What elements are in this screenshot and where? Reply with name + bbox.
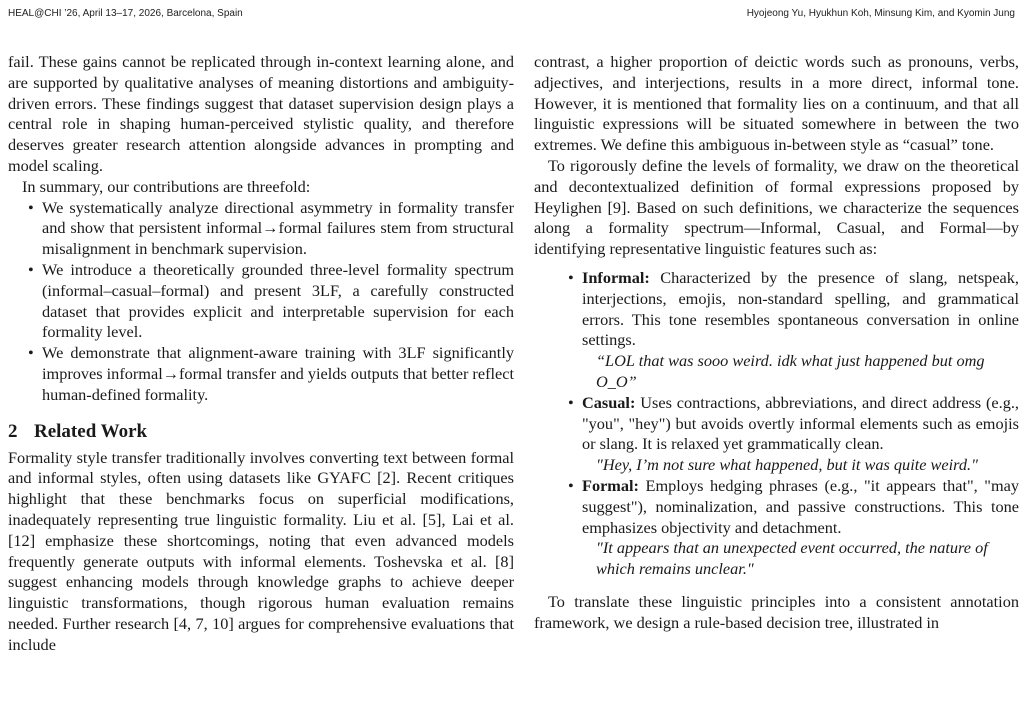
tone-item-formal [582,476,1019,580]
section-number: 2 [8,420,18,442]
tone-example: “LOL that was sooo weird. idk what just happened but omg O_O” [596,351,985,391]
contribution-item: • We demonstrate that alignment-aware training with 3LF significantly improves informal→formal transfer and yields outputs that better reflect human-defined formality. [42,343,514,405]
tone-description: Employs hedging phrases (e.g., "it appears that", "may suggest"), nominalization, and passive constructions. This tone emphasizes objectivity and detachment. [582,475,1019,537]
definition-paragraph: To rigorously define the levels of formality, we draw on the theoretical and decontextualized definition of formal expressions proposed by Heylighen [9]. Based on such definitions, we characterize the sequences along a formality spectrum—Informal, Casual, and Formal—by identifying representative linguistic features such as: [534,155,1019,259]
left-column [8,52,514,656]
intro-paragraph: fail. These gains cannot be replicated through in-context learning alone, and are supported by qualitative analyses of meaning distortions and ambiguity-driven errors. These findings suggest that dataset supervision design plays a central role in shaping human-perceived stylistic quality, and therefore deserves greater research attention alongside advances in prompting and model scaling. [8,52,514,175]
summary-intro: In summary, our contributions are threefold: [22,176,311,196]
tone-list [534,268,1019,580]
tone-example: "It appears that an unexpected event occurred, the nature of which remains unclear." [596,538,988,579]
closing-paragraph: To translate these linguistic principles into a consistent annotation framework, we design a rule-based decision tree, illustrated in [534,591,1019,632]
contribution-item: • We introduce a theoretically grounded three-level formality spectrum (informal–casual–formal) and present 3LF, a carefully constructed dataset that provides explicit and interpretable supervision for each formality level. [42,260,514,343]
tone-item-casual [582,393,1019,476]
tone-example: "Hey, I’m not sure what happened, but it was quite weird." [596,455,978,475]
tone-description: Characterized by the presence of slang, netspeak, interjections, emojis, non-standard spelling, and grammatical errors. This tone resembles spontaneous conversation in online settings. [582,267,1019,350]
section-heading [8,421,514,443]
contribution-list [8,198,514,406]
tone-term: Formal: [582,475,639,495]
venue-line: HEAL@CHI ’26, April 13–17, 2026, Barcelona, Spain [8,7,243,19]
tone-item-informal [582,268,1019,393]
running-head [8,5,1015,21]
author-line: Hyojeong Yu, Hyukhun Koh, Minsung Kim, and Kyomin Jung [746,7,1015,19]
tone-term: Casual: [582,392,636,412]
related-work-paragraph: Formality style transfer traditionally involves converting text between formal and informal styles, often using datasets like GYAFC [2]. Recent critiques highlight that these benchmarks focus on superficial modifications, inadequately representing true linguistic formality. Liu et al. [5], Lai et al. [12] emphasize these shortcomings, noting that even advanced models frequently generate outputs with informal elements. Toshevska et al. [8] suggest enhancing models through knowledge graphs to achieve deeper linguistic transformations, though rigorous human evaluation remains needed. Further research [4, 7, 10] argues for comprehensive evaluations that include [8,447,514,654]
section-title: Related Work [34,420,148,442]
tone-term: Informal: [582,267,650,287]
contribution-item: • We systematically analyze directional asymmetry in formality transfer and show that persistent informal→formal failures stem from structural misalignment in benchmark supervision. [42,198,514,260]
tone-description: Uses contractions, abbreviations, and direct address (e.g., "you", "hey") but avoids overtly informal elements such as emojis or slang. It is relaxed yet grammatically clean. [582,392,1019,454]
continuation-paragraph: contrast, a higher proportion of deictic words such as pronouns, verbs, adjectives, and interjections, results in a more direct, informal tone. However, it is mentioned that formality lies on a continuum, and that all linguistic expressions will be situated somewhere in between the two extremes. We define this ambiguous in-between style as “casual” tone. [534,52,1019,155]
paragraph-gap [534,580,1019,592]
right-column [534,52,1019,634]
